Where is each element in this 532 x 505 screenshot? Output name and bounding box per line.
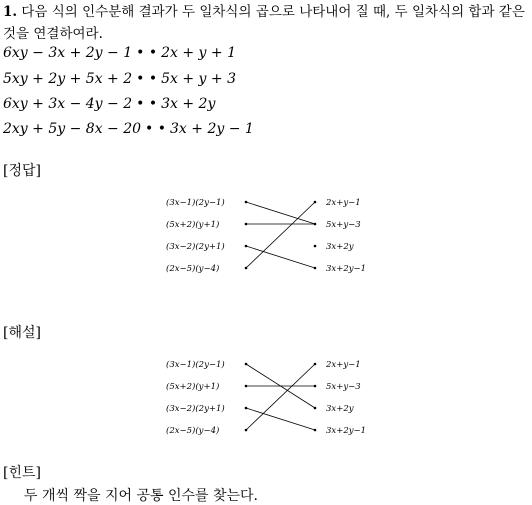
row-left-expression: 2xy + 5y − 8x − 20 bbox=[3, 121, 142, 137]
connector-dots: • • bbox=[136, 71, 158, 87]
answer-right-term-1: 2x+y−1 bbox=[326, 198, 361, 208]
question-number: 1. bbox=[3, 4, 18, 20]
answer-connection-line-4 bbox=[246, 202, 315, 268]
expression-row-1 bbox=[3, 45, 236, 61]
connector-dots: • • bbox=[136, 96, 158, 112]
explanation-connection-line-3 bbox=[246, 408, 315, 430]
answer-left-term-3: (3x−2)(2y+1) bbox=[166, 242, 225, 252]
answer-right-term-2: 5x+y−3 bbox=[326, 220, 361, 230]
row-right-expression: 5x + y + 3 bbox=[161, 71, 236, 87]
expression-row-4 bbox=[3, 121, 254, 137]
explanation-right-term-3: 3x+2y bbox=[326, 404, 354, 414]
explanation-left-term-3: (3x−2)(2y+1) bbox=[166, 404, 225, 414]
answer-left-term-2: (5x+2)(y+1) bbox=[166, 220, 220, 230]
connector-dots: • • bbox=[136, 45, 158, 61]
row-right-expression: 2x + y + 1 bbox=[161, 45, 236, 61]
answer-connection-line-1 bbox=[246, 202, 315, 224]
explanation-connection-line-4 bbox=[246, 364, 315, 430]
explanation-right-term-4: 3x+2y−1 bbox=[326, 426, 367, 436]
row-right-expression: 3x + 2y − 1 bbox=[170, 121, 254, 137]
answer-left-term-4: (2x−5)(y−4) bbox=[166, 264, 220, 274]
row-left-expression: 5xy + 2y + 5x + 2 bbox=[3, 71, 133, 87]
explanation-left-term-2: (5x+2)(y+1) bbox=[166, 382, 220, 392]
explanation-left-term-4: (2x−5)(y−4) bbox=[166, 426, 220, 436]
question-text: 다음 식의 인수분해 결과가 두 일차식의 곱으로 나타내어 질 때, 두 일차식의 합과 같은 것을 연결하여라. bbox=[3, 4, 525, 42]
expression-row-2 bbox=[3, 71, 236, 87]
answer-right-term-3: 3x+2y bbox=[326, 242, 354, 252]
answer-matching-diagram bbox=[160, 190, 380, 280]
answer-left-term-1: (3x−1)(2y−1) bbox=[166, 198, 225, 208]
explanation-right-term-1: 2x+y−1 bbox=[326, 360, 361, 370]
connector-dots: • • bbox=[145, 121, 167, 137]
expression-row-3 bbox=[3, 96, 215, 112]
answer-label: [정답] bbox=[3, 163, 41, 179]
explanation-matching-diagram bbox=[160, 352, 380, 442]
explanation-right-term-2: 5x+y−3 bbox=[326, 382, 361, 392]
explanation-left-term-1: (3x−1)(2y−1) bbox=[166, 360, 225, 370]
hint-label: [힌트] bbox=[3, 465, 41, 481]
hint-text: 두 개씩 짝을 지어 공통 인수를 찾는다. bbox=[24, 488, 259, 504]
row-left-expression: 6xy + 3x − 4y − 2 bbox=[3, 96, 133, 112]
row-right-expression: 3x + 2y bbox=[161, 96, 216, 112]
explanation-label: [해설] bbox=[3, 325, 41, 341]
question-header bbox=[3, 1, 531, 45]
answer-right-term-4: 3x+2y−1 bbox=[326, 264, 367, 274]
answer-right-dot-3 bbox=[314, 245, 317, 248]
row-left-expression: 6xy − 3x + 2y − 1 bbox=[3, 45, 133, 61]
answer-connection-line-3 bbox=[246, 246, 315, 268]
